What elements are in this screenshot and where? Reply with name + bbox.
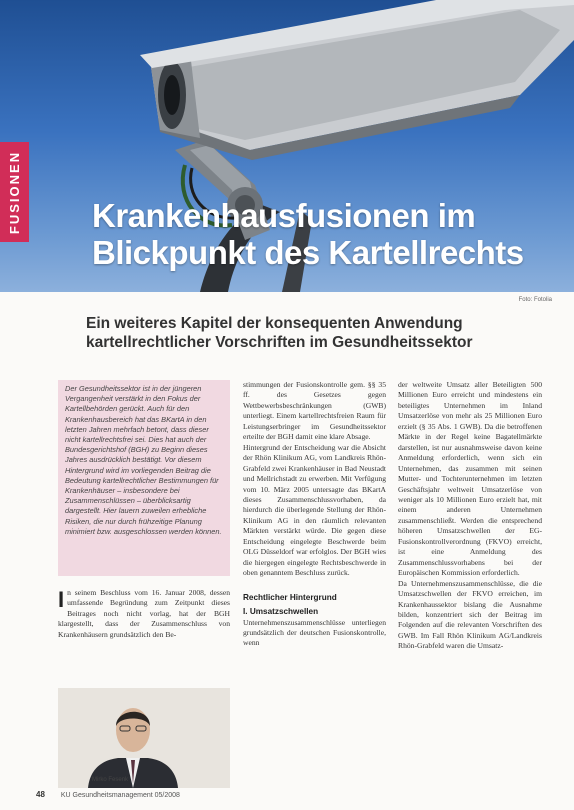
column-3-paragraph-1: der weltweite Umsatz aller Beteiligten 500 Millionen Euro erreicht und mindestens ein beteiligtes Unternehmen im Inland Umsatzerlöse von mehr als 25 Millionen Euro erzielt (§ 35 Abs. 1 GWB). Da die betroffenen Märkte in der Regel keine Bagatellmärkte darstellen, ist nur ausnahmsweise davon keine Anmeldung erforderlich, wenn sich ein Unternehmen, das zusammen mit seinen Mutter- und Tochterunternehmen im letzten Geschäftsjahr weltweit Umsatzerlöse von weniger als 10 Millionen Euro erzielt hat, mit einem anderen Unternehmen zusammenschließt. Werden die entsprechend höheren Umsatzschwellen der EG-Fusionskontrollverordnung (FKVO) erreicht, ist eine Anmeldung des Zusammenschlussvorhabens bei der Europäischen Kommission erforderlich. [398, 380, 542, 578]
section-tab-label: FUSIONEN [7, 150, 23, 234]
intro-box [58, 380, 230, 576]
column-1-paragraph [58, 588, 230, 640]
column-1-text: n seinem Beschluss vom 16. Januar 2008, dessen umfassende Begründung zum Zeitpunkt dieses Beitrages noch nicht vorlag, hat der BGH klargestellt, dass der Zusammenschluss von Krankenhäusern grundsätzlich den Be- [58, 588, 230, 639]
section-heading: Rechtlicher Hintergrund [243, 592, 337, 602]
page-number: 48 [36, 790, 45, 799]
portrait-photo [58, 688, 230, 788]
article-title: Krankenhausfusionen im Blickpunkt des Kartellrechts [92, 197, 524, 271]
article-subtitle: Ein weiteres Kapitel der konsequenten Anwendung kartellrechtlicher Vorschriften im Gesundheitssektor [86, 315, 473, 351]
subsection-heading: I. Umsatzschwellen [243, 607, 319, 617]
column-3 [398, 380, 542, 652]
photo-credit: Foto: Fotolia [518, 297, 552, 303]
publication-name: KU Gesundheitsmanagement 05/2008 [60, 792, 180, 799]
column-2-paragraph-2: Hintergrund der Entscheidung war die Absicht der Rhön Klinikum AG, vom Landkreis Rhön-Grabfeld zwei Krankenhäuser in Bad Neustadt und Mellrichstadt zu erwerben. Mit Verfügung vom 10. März 2005 untersagte das BKartA dieses Zusammenschlussvorhaben, da hierdurch die überlegende Stellung der Rhön-Klinikum AG in den räumlich relevanten Märkten verstärkt würde. Die gegen diese Entscheidung eingelegte Beschwerde beim OLG Düsseldorf war erfolglos. Der BGH wies die hiergegen eingelegte Rechtsbeschwerde in oben genanntem Beschluss zurück. [243, 442, 386, 578]
page-footer [36, 790, 180, 799]
author-portrait [58, 688, 230, 788]
column-2-paragraph-3: Unternehmenszusammenschlüsse unterliegen grundsätzlich der deutschen Fusionskontrolle, wenn [243, 617, 386, 648]
column-3-paragraph-2: Da Unternehmenszusammenschlüsse, die die Umsatzschwellen der FKVO erreichen, im Krankenhaussektor bislang die Ausnahme bilden, konzentriert sich der Beitrag im Folgenden auf die relevanten Vorschriften des GWB. Im Fall Rhön Klinikum AG/Landkreis Rhön-Grabfeld waren die Umsatz- [398, 578, 542, 651]
drop-cap: I [58, 587, 65, 612]
intro-text: Der Gesundheitssektor ist in der jüngeren Vergangenheit verstärkt in den Fokus der Kartellbehörden gerückt. Auch für den Krankenhausbereich hat das BKartA in den letzten Jahren mehrfach betont, dass dieser nicht kartellrechtsfrei sei. Dies hat auch der Bundesgerichtshof (BGH) zu Beginn dieses Jahres ausdrücklich bestätigt. Vor diesem Hintergrund wird im vorliegenden Beitrag die Bedeutung kartellrechtlicher Bestimmungen für Krankenhäuser – insbesondere bei Zusammenschlüssen – überblicksartig dargestellt. Hier lauern zuweilen erhebliche Risiken, die nur durch frühzeitige Planung minimiert bzw. ausgeschlossen werden können. [65, 384, 222, 536]
section-tab [0, 142, 29, 242]
portrait-caption: Mirko Fesenk [92, 777, 129, 783]
column-2 [243, 380, 386, 649]
column-1 [58, 588, 230, 640]
column-2-paragraph-1: stimmungen der Fusionskontrolle gem. §§ 35 ff. des Gesetzes gegen Wettbewerbsbeschränkungen (GWB) unterliegt. Einem kartellrechtsfreien Raum für Leistungserbringer im Gesundheitssektor erteilte der BGH damit eine klare Absage. [243, 380, 386, 442]
